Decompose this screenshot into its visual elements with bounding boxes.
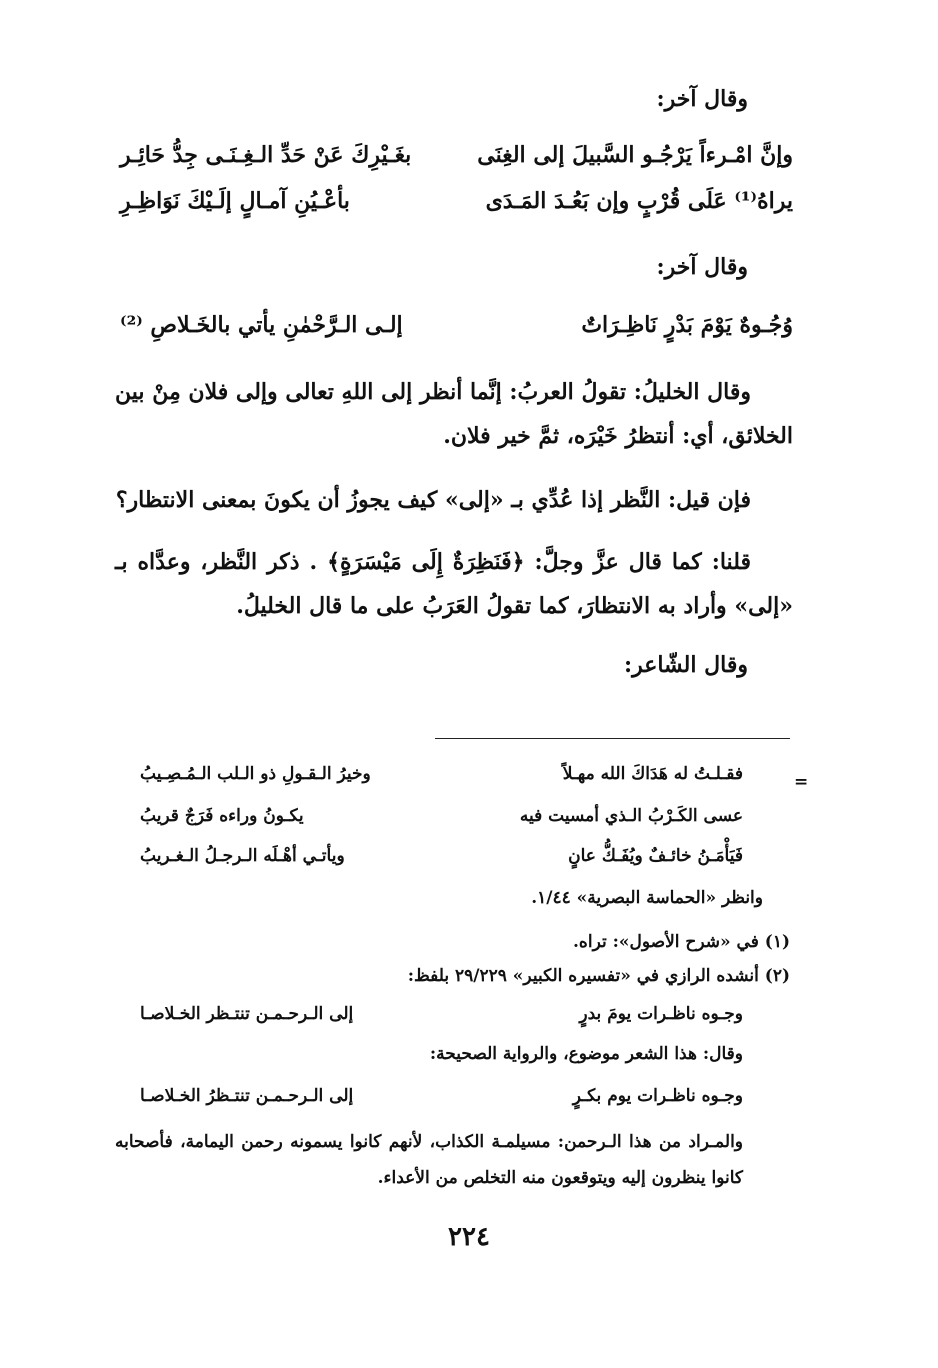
- poem2-first-hemistich: وُجُـوهٌ يَوْمَ بَدْرٍ نَاظِـرَاتٌ: [581, 312, 793, 338]
- continuation-mark: =: [794, 772, 809, 792]
- footnote-2-said: وقال: هذا الشعر موضوع، والرواية الصحيحة:: [429, 1044, 743, 1064]
- paragraph-question: فإن قيل: النَّظر إذا عُدِّي بـ «إلى» كيف يجوزُ أن يكونَ بمعنى الانتظار؟: [115, 487, 751, 513]
- footnote-2-verse2-first: وجـوه ناظـرات يوم بكـرٍ: [572, 1086, 743, 1106]
- footnote-separator: [435, 738, 790, 739]
- footnote-2-verse1-second: إلى الـرحـمـن تنتـظر الخـلاصـا: [140, 1004, 354, 1024]
- footnote-1: (١) في «شرح الأصول»: تراه.: [573, 932, 790, 952]
- poem1-line1-first-hemistich: وإنَّ امْـرءاً يَرْجُـو السَّبيلَ إلى الغِنَى: [477, 142, 793, 168]
- footnote-2-intro: (٢) أنشده الرازي في «تفسيره الكبير» ٢٩/٢٢٩ بلفظ:: [407, 966, 790, 986]
- paragraph-khalil: وقال الخليلُ: تقولُ العربُ: إنَّما أنظر إلى اللهِ تعالى وإلى فلان مِنْ بين الخلائق، أي: أنتظرُ خَيْرَه، ثمَّ خير فلان.: [115, 379, 793, 449]
- footnote-2-verse1-first: وجـوه ناظـرات يومَ بدرٍ: [579, 1004, 743, 1024]
- paragraph-answer: قلنا: كما قال عزَّ وجلَّ: ﴿فَنَظِرَةٌ إِلَى مَيْسَرَةٍ﴾ . ذكر النَّظر، وعدَّاه بـ «إلى» وأراد به الانتظارَ، كما تقولُ العَرَبُ على ما قال الخليلُ.: [115, 549, 793, 619]
- footnote-2-explanation: والمـراد من هذا الـرحمن: مسيلمـة الكذاب، لأنهم كانوا يسمونه رحمن اليمامة، فأصحابه كانوا ينظرون إليه ويتوقعون منه التخلص من الأعداء.: [115, 1132, 743, 1188]
- intro-line-3: وقال الشّاعر:: [623, 652, 748, 678]
- page-number: ٢٢٤: [448, 1222, 490, 1252]
- poem2-second-hemistich: إلـى الـرَّحْمٰنِ يأتي بالخَـلاصِ ⁽²⁾: [120, 312, 403, 338]
- cont-reference: وانظر «الحماسة البصرية» ١/٤٤.: [531, 888, 763, 908]
- poem1-line2-second-hemistich: بأعْـيُنِ آمـالٍ إلَـيْكَ نَوَاظِـرِ: [120, 188, 350, 214]
- footnote-2-verse2-second: إلى الـرحـمـن تنتـظرُ الخـلاصـا: [140, 1086, 354, 1106]
- cont-poem-line3-second: ويأتـي أهْـلَه الـرجـلُ الـغـريبُ: [140, 846, 345, 866]
- intro-line-1: وقال آخر:: [656, 86, 748, 112]
- cont-poem-line2-second: يكـونُ وراءه فَرَجٌ قريبُ: [140, 806, 304, 826]
- intro-line-2: وقال آخر:: [656, 254, 748, 280]
- poem1-line2-first-hemistich: يراهُ⁽¹⁾ عَلَى قُرْبٍ وإن بَعُـدَ المَـدَى: [485, 188, 793, 214]
- poem1-line1-second-hemistich: بغَـيْرِكَ عَنْ حَدِّ الـغِـنَـى جِدُّ حَائِـر: [120, 142, 412, 168]
- cont-poem-line3-first: فَيَأْمَـنُ خائـفٌ ويُفَـكُّ عانٍ: [568, 846, 743, 866]
- cont-poem-line1-first: فقـلـتُ له هَدَاكَ الله مهـلاً: [562, 764, 743, 784]
- cont-poem-line2-first: عسى الكَـرْبُ الـذي أمسيت فيه: [519, 806, 743, 826]
- cont-poem-line1-second: وخيرُ الـقـولِ ذو الـلب الـمُـصِـيبُ: [140, 764, 371, 784]
